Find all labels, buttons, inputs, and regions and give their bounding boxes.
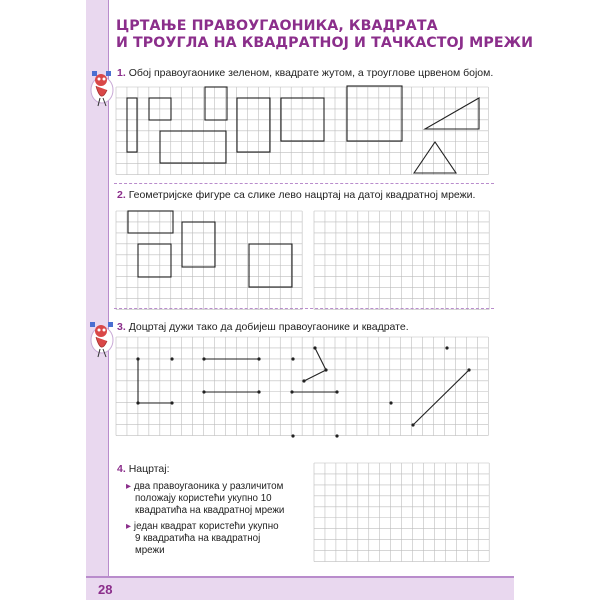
title-line-1: ЦРТАЊЕ ПРАВОУГАОНИКА, КВАДРАТА [116, 18, 438, 34]
bullet-arrow-icon: ▸ [126, 481, 131, 492]
task-3-instruction: 3. Доцртај дужи тако да добијеш правоугаонике и квадрате. [117, 321, 409, 333]
bullet-arrow-icon: ▸ [126, 521, 131, 532]
bottom-band [86, 578, 514, 600]
title-line-2: И ТРОУГЛА НА КВАДРАТНОЈ И ТАЧКАСТОЈ МРЕЖИ [116, 35, 534, 51]
page-number: 28 [98, 582, 113, 597]
task-4-instruction: 4. Нацртај: [117, 463, 170, 475]
task-4-bullet-1: ▸ два правоугаоника у различитом положају користећи укупно 10 квадратића на квадратној мрежи [126, 481, 285, 516]
task-4-bullet-2: ▸ један квадрат користећи укупно 9 квадратића на квадратној мрежи [126, 521, 279, 556]
task-2-instruction: 2. Геометријске фигуре са слике лево нацртај на датој квадратној мрежи. [117, 189, 476, 201]
task-4-grid [314, 463, 489, 562]
task-1-instruction: 1. Обој правоугаонике зеленом, квадрате жутом, а троуглове црвеном бојом. [117, 67, 494, 79]
